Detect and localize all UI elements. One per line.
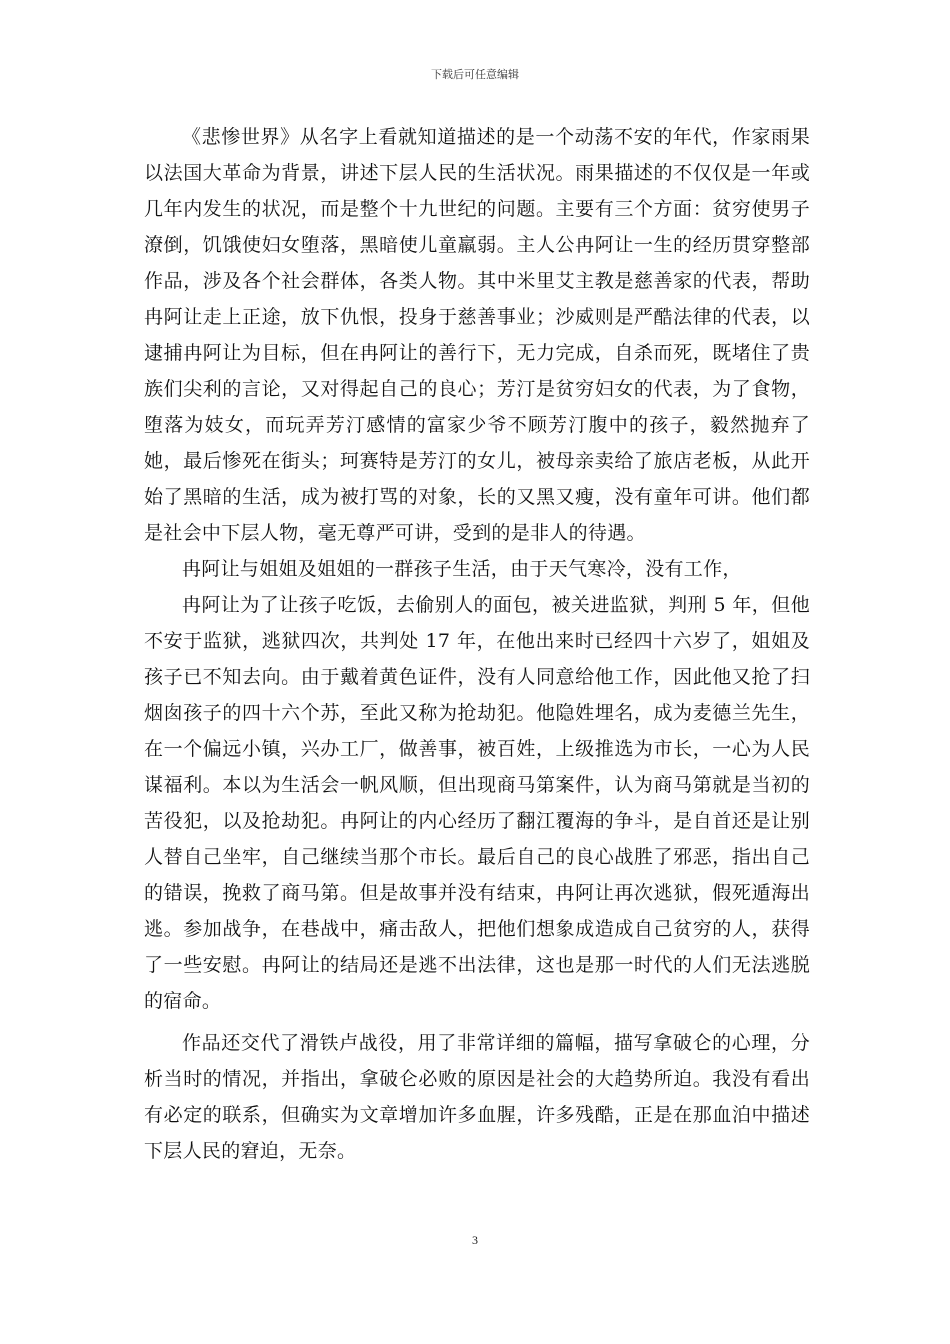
document-body <box>144 119 810 1169</box>
paragraph-jean-valjean-story: 冉阿让为了让孩子吃饭，去偷别人的面包，被关进监狱，判刑 5 年，但他不安于监狱，逃狱四次，共判处 17 年，在他出来时已经四十六岁了，姐姐及孩子已不知去向。由于戴着黄色证件，没有人同意给他工作，因此他又抢了扫烟囱孩子的四十六个苏，至此又称为抢劫犯。他隐姓埋名，成为麦德兰先生，在一个偏远小镇，兴办工厂，做善事，被百姓，上级推选为市长，一心为人民谋福利。本以为生活会一帆风顺，但出现商马第案件，认为商马第就是当初的苦役犯，以及抢劫犯。冉阿让的内心经历了翻江覆海的争斗，是自首还是让别人替自己坐牢，自己继续当那个市长。最后自己的良心战胜了邪恶，指出自己的错误，挽救了商马第。但是故事并没有结束，冉阿让再次逃狱，假死遁海出逃。参加战争，在巷战中，痛击敌人，把他们想象成造成自己贫穷的人，获得了一些安慰。冉阿让的结局还是逃不出法律，这也是那一时代的人们无法逃脱的宿命。 <box>144 594 810 1012</box>
page-header: 下载后可任意编辑 <box>431 68 519 81</box>
paragraph-jean-valjean-family: 冉阿让与姐姐及姐姐的一群孩子生活，由于天气寒冷，没有工作， <box>182 558 742 580</box>
page-number: 3 <box>472 1233 478 1247</box>
paragraph-les-miserables-overview: 《悲惨世界》从名字上看就知道描述的是一个动荡不安的年代，作家雨果以法国大革命为背景，讲述下层人民的生活状况。雨果描述的不仅仅是一年或几年内发生的状况，而是整个十九世纪的问题。主要有三个方面：贫穷使男子潦倒，饥饿使妇女堕落，黑暗使儿童羸弱。主人公冉阿让一生的经历贯穿整部作品，涉及各个社会群体，各类人物。其中米里艾主教是慈善家的代表，帮助冉阿让走上正途，放下仇恨，投身于慈善事业；沙威则是严酷法律的代表，以逮捕冉阿让为目标，但在冉阿让的善行下，无力完成，自杀而死，既堵住了贵族们尖利的言论，又对得起自己的良心；芳汀是贫穷妇女的代表，为了食物，堕落为妓女，而玩弄芳汀感情的富家少爷不顾芳汀腹中的孩子，毅然抛弃了她，最后惨死在街头；珂赛特是芳汀的女儿，被母亲卖给了旅店老板，从此开始了黑暗的生活，成为被打骂的对象，长的又黑又瘦，没有童年可讲。他们都是社会中下层人物，毫无尊严可讲，受到的是非人的待遇。 <box>144 126 810 544</box>
paragraph-waterloo: 作品还交代了滑铁卢战役，用了非常详细的篇幅，描写拿破仑的心理，分析当时的情况，并指出，拿破仑必败的原因是社会的大趋势所迫。我没有看出有必定的联系，但确实为文章增加许多血腥，许多残酷，正是在那血泊中描述下层人民的窘迫，无奈。 <box>144 1032 810 1162</box>
